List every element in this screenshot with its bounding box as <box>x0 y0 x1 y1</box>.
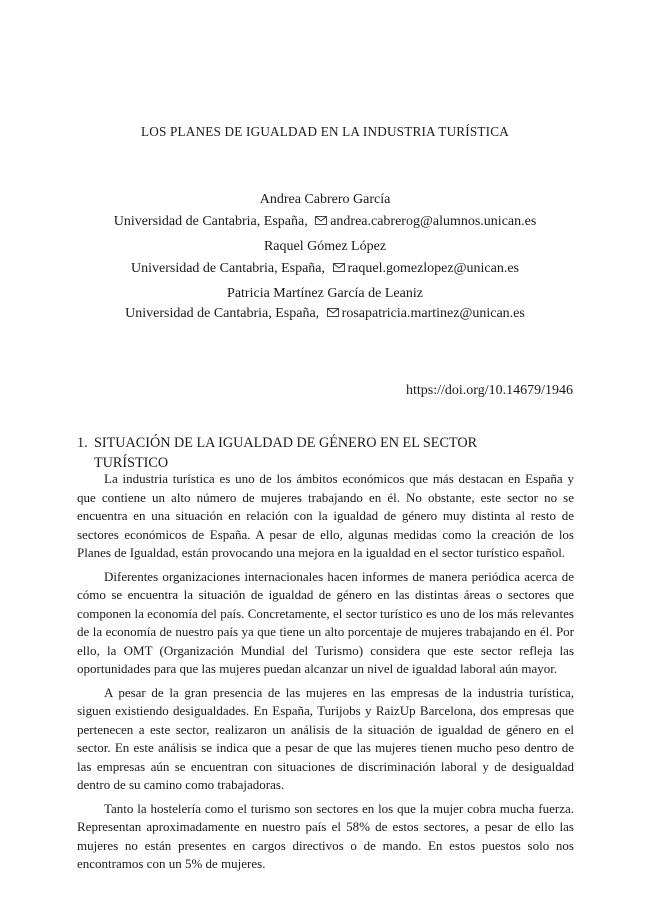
paragraph: A pesar de la gran presencia de las mujeres en las empresas de la industria turística, siguen existiendo desigualdades. En España, Turijobs y RaizUp Barcelona, dos empresas que pertenecen a este sector, realizaron un análisis de la situación de igualdad de género en el sector. En este análisis se indica que a pesar de que las mujeres tienen mucho peso dentro de las empresas aún se encuentran con situaciones de discriminación laboral y de desigualdad dentro de su camino como trabajadoras. <box>77 684 574 792</box>
envelope-icon <box>315 216 327 225</box>
section-body <box>77 470 574 879</box>
author-email[interactable]: raquel.gomezlopez@unican.es <box>347 261 519 276</box>
author-affiliation-line <box>0 261 650 277</box>
envelope-icon <box>333 263 345 272</box>
author-name: Patricia Martínez García de Leaniz <box>227 286 423 301</box>
author-affiliation: Universidad de Cantabria, España, <box>113 214 308 229</box>
author-affiliation-line <box>0 306 650 322</box>
paragraph: Tanto la hostelería como el turismo son sectores en los que la mujer cobra mucha fuerza. Representan aproximadamente en nuestro país el 58% de estos sectores, a pesar de ello las mujeres no están presentes en cargos directivos o de mando. En estos puestos solo nos encontramos con un 5% de mujeres. <box>77 800 574 871</box>
paragraph: Diferentes organizaciones internacionales hacen informes de manera periódica acerca de cómo se encuentra la situación de igualdad de género en las distintas áreas o sectores que componen la economía del país. Concretamente, el sector turístico es uno de los más relevantes de la economía de nuestro país ya que tiene un alto porcentaje de mujeres trabajando en él. Por ello, la OMT (Organización Mundial del Turismo) considera que este sector refleja las oportunidades para que las mujeres puedan alcanzar un nivel de igualdad laboral aún mayor. <box>77 568 574 676</box>
author-affiliation: Universidad de Cantabria, España, <box>125 306 320 321</box>
author-affiliation-line <box>0 214 650 230</box>
author-email[interactable]: rosapatricia.martinez@unican.es <box>341 306 525 321</box>
section-title: SITUACIÓN DE LA IGUALDAD DE GÉNERO EN EL SECTOR TURÍSTICO <box>94 435 478 471</box>
paragraph: La industria turística es uno de los ámbitos económicos que más destacan en España y que contiene un alto número de mujeres trabajando en él. No obstante, este sector no se encuentra en una situación en relación con la igualdad de género muy distinta al resto de sectores económicos de España. A pesar de ello, algunas medidas como la creación de los Planes de Igualdad, están provocando una mejora en la igualdad en el sector turístico español. <box>77 471 574 560</box>
author-name: Raquel Gómez López <box>263 239 387 254</box>
author-name: Andrea Cabrero García <box>259 192 391 207</box>
doi-link[interactable]: https://doi.org/10.14679/1946 <box>406 383 573 398</box>
author-affiliation: Universidad de Cantabria, España, <box>131 261 325 276</box>
paper-title: LOS PLANES DE IGUALDAD EN LA INDUSTRIA TURÍSTICA <box>141 124 509 139</box>
section-number: 1. <box>77 435 88 451</box>
author-email[interactable]: andrea.cabrerog@alumnos.unican.es <box>330 214 537 229</box>
envelope-icon <box>327 308 339 317</box>
